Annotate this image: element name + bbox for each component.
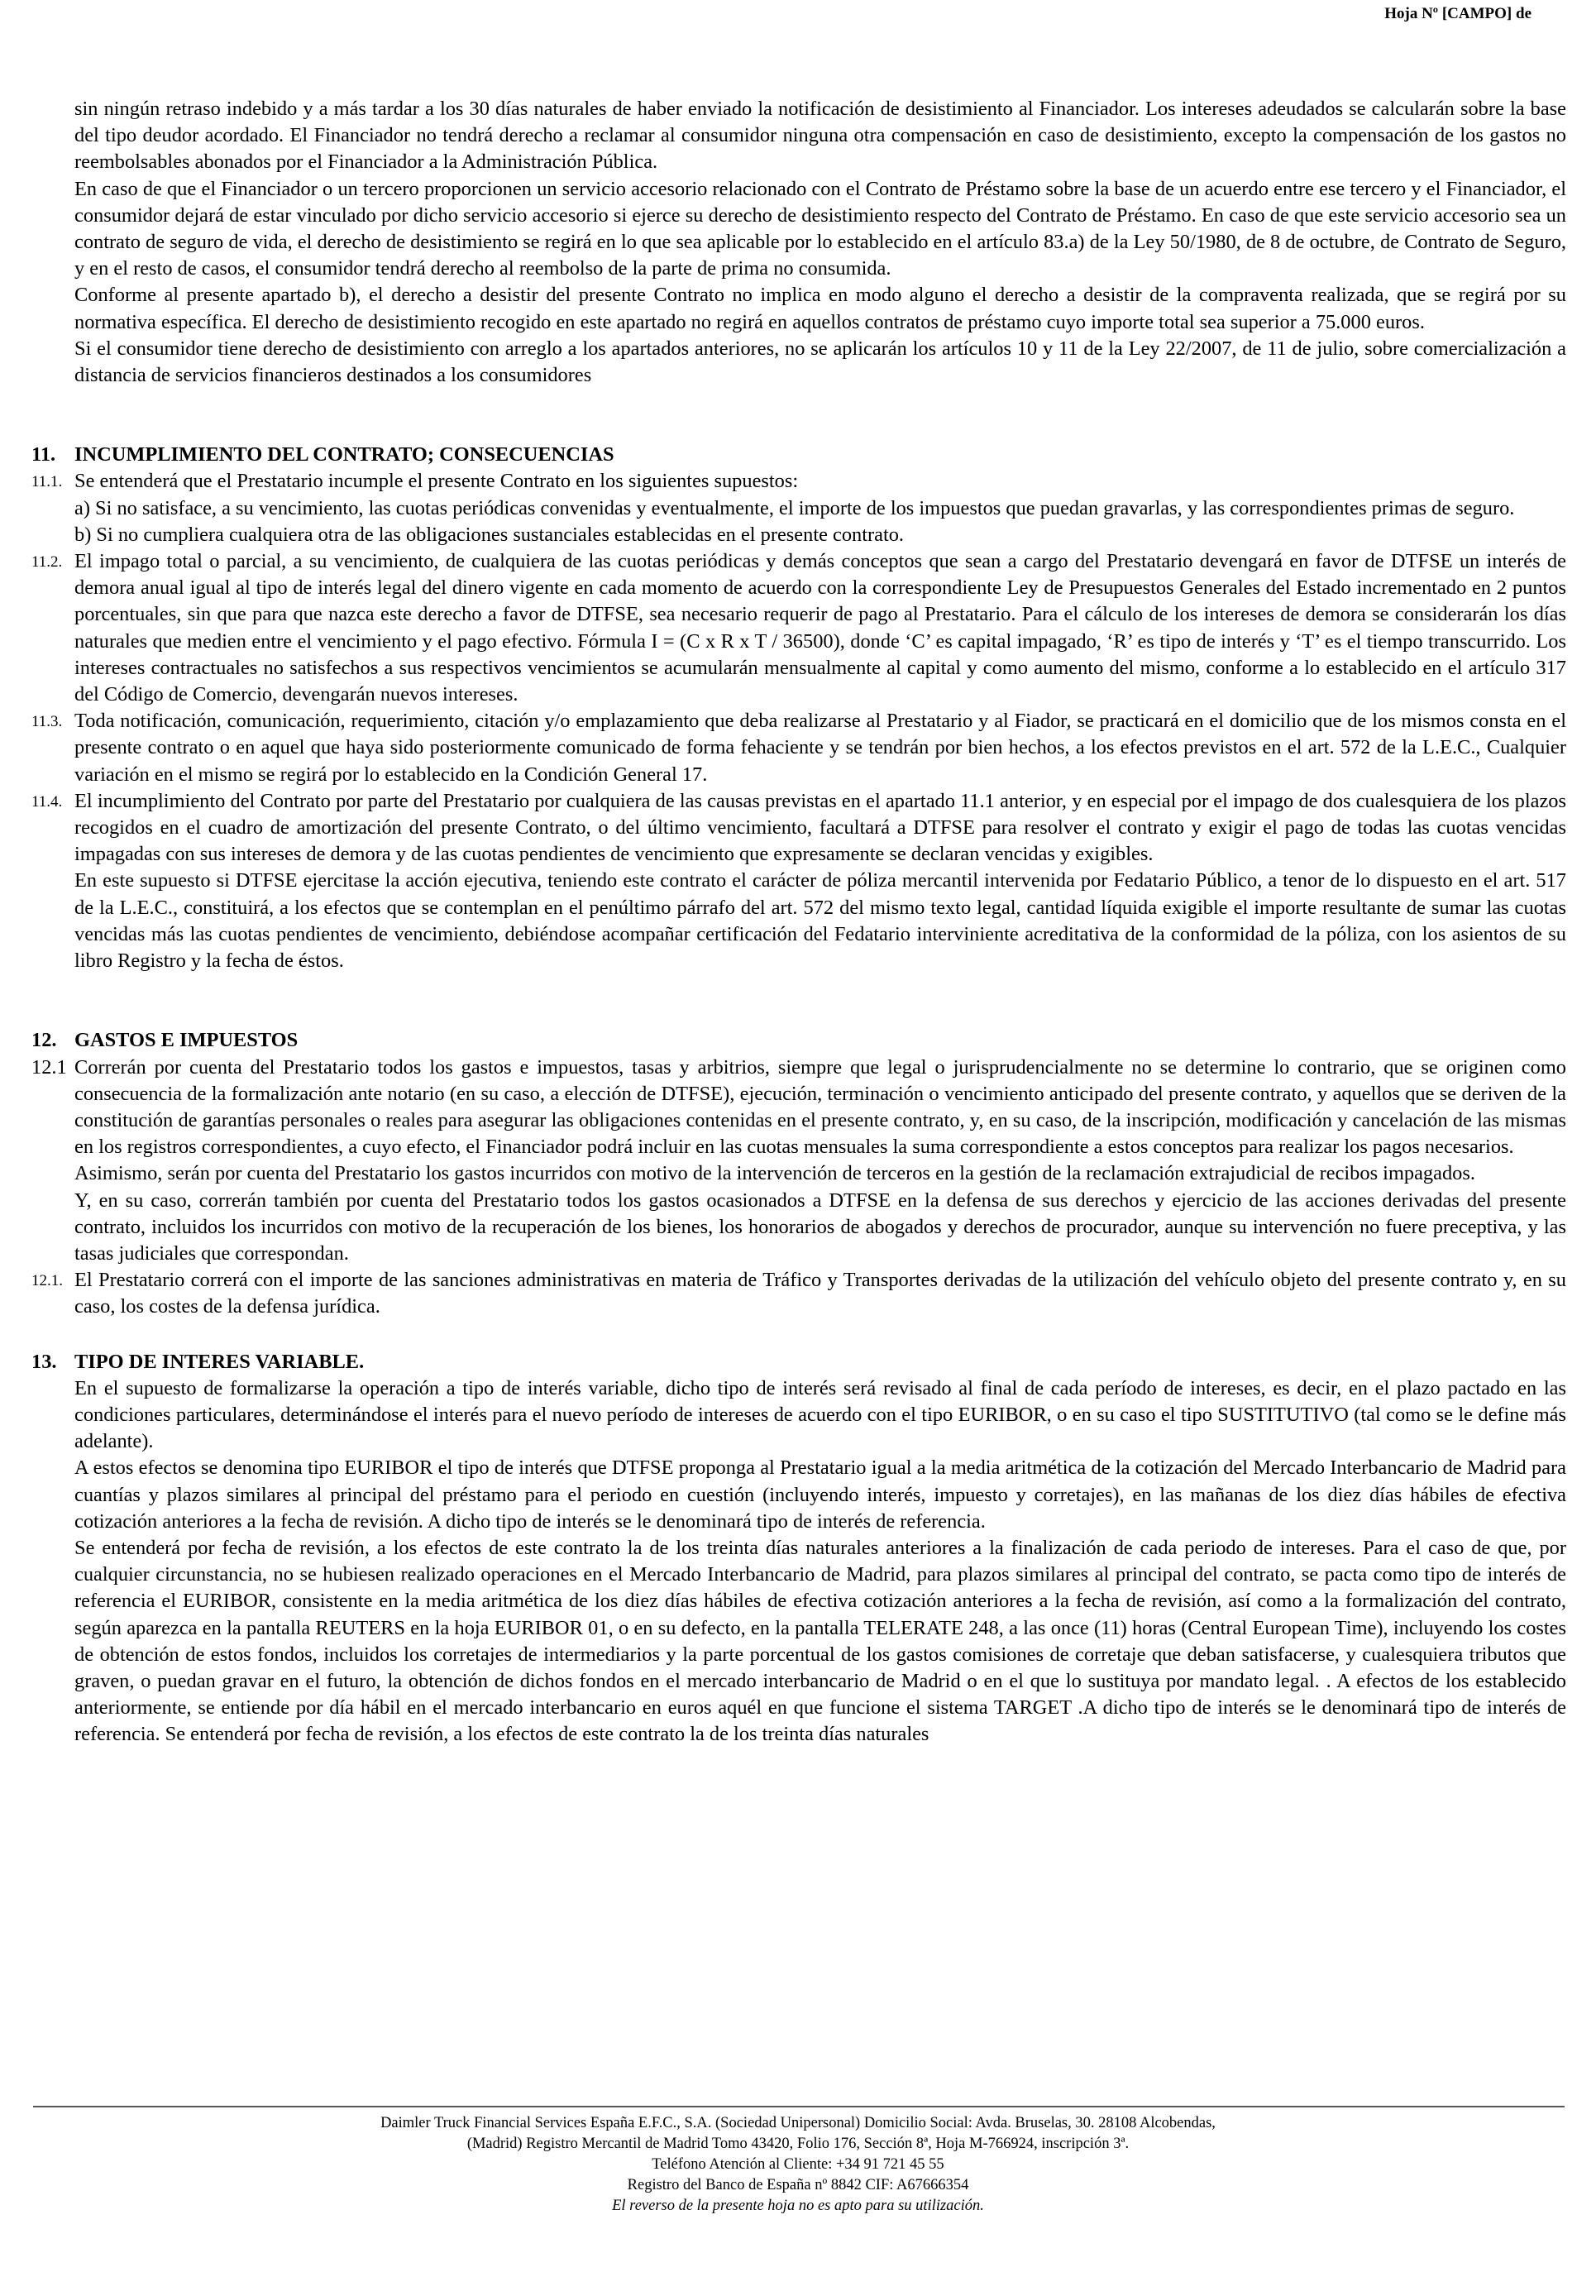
section-number: 12. [31,1029,57,1052]
clause-number: 11.4. [31,792,63,811]
clause-12-1b [31,1267,1566,1320]
clause-text: El impago total o parcial, a su vencimiento, de cualquiera de las cuotas periódicas y demás conceptos que sean a cargo del Prestatario devengará en favor de DTFSE un interés de demora anual igual al tipo de interés legal del dinero vigente en cada momento de acuerdo con la correspondiente Ley de Presupuestos Generales del Estado incrementado en 2 puntos porcentuales, sin que para que nazca este derecho a favor de DTFSE, sea necesario requerir de pago al Prestatario. Para el cálculo de los intereses de demora se considerarán los días naturales que medien entre el vencimiento y el pago efectivo. Fórmula I = (C x R x T / 36500), donde ‘C’ es capital impagado, ‘R’ es tipo de interés y ‘T’ es el tiempo transcurrido. Los intereses contractuales no satisfechos a sus respectivos vencimientos se acumularán mensualmente al capital y como aumento del mismo, conforme a lo establecido en el artículo 317 del Código de Comercio, devengarán nuevos intereses. [74,550,1566,706]
clause-12-1-continued: Y, en su caso, correrán también por cuenta del Prestatario todos los gastos ocasionados a DTFSE en la defensa de sus derechos y ejercicio de las acciones derivadas del presente contrato, incluidos los incurridos con motivo de la recuperación de los bienes, los honorarios de abogados y derechos de procurador, aunque su intervención no fuere preceptiva, y las tasas judiciales que correspondan. [74,1189,1566,1265]
clause-11-3 [31,708,1566,788]
clause-number: 12.1. [31,1272,63,1290]
clause-11-1-b: b) Si no cumpliera cualquiera otra de las obligaciones sustanciales establecidas en el presente contrato. [74,523,905,546]
intro-paragraph: Si el consumidor tiene derecho de desistimiento con arreglo a los apartados anteriores, no se aplicarán los artículos 10 y 11 de la Ley 22/2007, de 11 de julio, sobre comercialización a distancia de servicios financieros destinados a los consumidores [74,337,1566,387]
clause-text: El incumplimiento del Contrato por parte del Prestatario por cualquiera de las causas previstas en el apartado 11.1 anterior, y en especial por el impago de dos cualesquiera de los plazos recogidos en el cuadro de amortización del presente Contrato, o del último vencimiento, facultará a DTFSE para resolver el contrato y exigir el pago de todas las cuotas vencidas impagadas con sus intereses de demora y de las cuotas pendientes de vencimiento que expresamente se declaran vencidas y exigibles. [74,789,1566,866]
clause-number: 11.1. [31,473,63,491]
section-title: GASTOS E IMPUESTOS [74,1029,299,1052]
section-13-heading [31,1349,1566,1375]
sheet-number-header: Hoja Nº [CAMPO] de [1384,5,1531,22]
footer-phone-line: Teléfono Atención al Cliente: +34 91 721 45 55 [652,2156,944,2173]
intro-paragraph: En caso de que el Financiador o un tercero proporcionen un servicio accesorio relacionado con el Contrato de Préstamo sobre la base de un acuerdo entre ese tercero y el Financiador, el consumidor dejará de estar vinculado por dicho servicio accesorio si ejerce su derecho de desistimiento respecto del Contrato de Préstamo. En caso de que este servicio accesorio sea un contrato de seguro de vida, el derecho de desistimiento se regirá en lo que sea aplicable por lo establecido en el artículo 83.a) de la Ley 50/1980, de 8 de octubre, de Contrato de Seguro, y en el resto de casos, el consumidor tendrá derecho al reembolso de la parte de prima no consumida. [74,177,1566,280]
clause-number: 11.2. [31,553,63,572]
section-11-heading [31,442,1566,468]
clause-11-4 [31,788,1566,868]
clause-text: El Prestatario correrá con el importe de las sanciones administrativas en materia de Tráfico y Transportes derivadas de la utilización del vehículo objeto del presente contrato y, en su caso, los costes de la defensa jurídica. [74,1269,1566,1318]
clause-number: 12.1 [31,1055,67,1079]
clause-number: 11.3. [31,713,63,731]
clause-11-4-continued: En este supuesto si DTFSE ejercitase la acción ejecutiva, teniendo este contrato el carácter de póliza mercantil intervenida por Fedatario Público, a tenor de lo dispuesto en el art. 517 de la L.E.C., constituirá, a los efectos que se contemplan en el penúltimo párrafo del art. 572 del mismo texto legal, cantidad líquida exigible el importe resultante de sumar las cuotas vencidas más las cuotas pendientes de vencimiento, debiéndose acompañar certificación del Fedatario interviniente acreditativa de la conformidad de la póliza, con los asientos de su libro Registro y la fecha de éstos. [74,869,1566,973]
clause-text: Correrán por cuenta del Prestatario todos los gastos e impuestos, tasas y arbitrios, siempre que legal o jurisprudencialmente no se determine lo contrario, que se originen como consecuencia de la formalización ante notario (en su caso, a elección de DTFSE), ejecución, terminación o vencimiento anticipado del presente contrato, y aquellos que se deriven de la constitución de garantías personales o reales para asegurar las obligaciones contenidas en el presente contrato, y, en su caso, de la inscripción, modificación y cancelación de las mismas en los registros correspondientes, a cuyo efecto, el Financiador podrá incluir en las cuotas mensuales la suma correspondiente a estos conceptos para realizar los pagos necesarios. [74,1055,1566,1159]
contract-body [31,96,1566,1748]
footer-registry-line: (Madrid) Registro Mercantil de Madrid Tomo 43420, Folio 176, Sección 8ª, Hoja M-766924, inscripción 3ª. [466,2136,1130,2152]
intro-paragraph: sin ningún retraso indebido y a más tardar a los 30 días naturales de haber enviado la notificación de desistimiento al Financiador. Los intereses adeudados se calcularán sobre la base del tipo deudor acordado. El Financiador no tendrá derecho a reclamar al consumidor ninguna otra compensación en caso de desistimiento, excepto la compensación de los gastos no reembolsables abonados por el Financiador a la Administración Pública. [74,98,1566,174]
section-title: TIPO DE INTERES VARIABLE. [74,1350,365,1373]
clause-text: Se entenderá que el Prestatario incumple el presente Contrato en los siguientes supuestos: [74,470,799,493]
section-number: 11. [31,443,56,466]
section-13-paragraph: A estos efectos se denomina tipo EURIBOR el tipo de interés que DTFSE proponga al Prestatario igual a la media aritmética de la cotización del Mercado Interbancario de Madrid para cuantías y plazos similares al principal del préstamo para el periodo en cuestión (incluyendo interés, impuesto y corretajes), en las mañanas de los diez días hábiles de efectiva cotización anteriores a la fecha de revisión. A dicho tipo de interés se le denominará tipo de interés de referencia. [74,1457,1566,1533]
clause-12-1-continued: Asimismo, serán por cuenta del Prestatario los gastos incurridos con motivo de la intervención de terceros en la gestión de la reclamación extrajudicial de recibos impagados. [74,1162,1475,1185]
section-title: INCUMPLIMIENTO DEL CONTRATO; CONSECUENCIAS [74,443,614,466]
footer-bank-registry-line: Registro del Banco de España nº 8842 CIF: A67666354 [627,2177,969,2193]
company-footer [0,2113,1596,2217]
clause-text: Toda notificación, comunicación, requerimiento, citación y/o emplazamiento que deba realizarse al Prestatario y al Fiador, se practicará en el domicilio que de los mismos consta en el presente contrato o en aquel que haya sido posteriormente comunicado de forma fehaciente y se tendrán por bien hechos, a los efectos previstos en el art. 572 de la L.E.C., Cualquier variación en el mismo se regirá por lo establecido en la Condición General 17. [74,710,1566,786]
clause-11-2 [31,548,1566,708]
section-number: 13. [31,1350,57,1373]
section-13-paragraph: Se entenderá por fecha de revisión, a los efectos de este contrato la de los treinta días naturales anteriores a la finalización de cada periodo de intereses. Para el caso de que, por cualquier circunstancia, no se hubiesen realizado operaciones en el Mercado Interbancario de Madrid, para plazos similares al principal del contrato, se pacta como tipo de interés de referencia el EURIBOR, consistente en la media aritmética de los diez días hábiles de efectiva cotización anteriores a la fecha de revisión, así como a la formalización del contrato, según aparezca en la pantalla REUTERS en la hoja EURIBOR 01, o en su defecto, en la pantalla TELERATE 248, a las once (11) horas (Central European Time), incluyendo los costes de obtención de estos fondos, incluidos los corretajes de intermediarios y la parte porcentual de los gastos comisiones de corretaje que deban satisfacerse, y cualesquiera tributos que graven, o puedan gravar en el futuro, la obtención de dichos fondos en el mercado interbancario de Madrid o en el que lo sustituya por mandato legal. . A efectos de los establecido anteriormente, se entiende por día hábil en el mercado interbancario en euros aquél en que funcione el sistema TARGET .A dicho tipo de interés se le denominará tipo de interés de referencia. Se entenderá por fecha de revisión, a los efectos de este contrato la de los treinta días naturales [74,1536,1566,1746]
section-12-heading [31,1027,1566,1054]
section-13-paragraph: En el supuesto de formalizarse la operación a tipo de interés variable, dicho tipo de interés será revisado al final de cada período de intereses, es decir, en el plazo pactado en las condiciones particulares, determinándose el interés para el nuevo período de intereses de acuerdo con el tipo EURIBOR, o en su caso el tipo SUSTITUTIVO (tal como se le define más adelante). [74,1376,1566,1453]
clause-12-1 [31,1055,1566,1161]
footer-company-line: Daimler Truck Financial Services España E.F.C., S.A. (Sociedad Unipersonal) Domicilio Social: Avda. Bruselas, 30. 28108 Alcobendas, [380,2115,1216,2131]
footer-reverse-notice: El reverso de la presente hoja no es apto para su utilización. [612,2198,984,2214]
clause-11-1 [31,468,1566,495]
intro-paragraph: Conforme al presente apartado b), el derecho a desistir del presente Contrato no implica en modo alguno el derecho a desistir de la compraventa realizada, que se regirá por su normativa específica. El derecho de desistimiento recogido en este apartado no regirá en aquellos contratos de préstamo cuyo importe total sea superior a 75.000 euros. [74,284,1566,333]
footer-divider [33,2106,1565,2107]
clause-11-1-a: a) Si no satisface, a su vencimiento, las cuotas periódicas convenidas y eventualmente, el importe de los impuestos que puedan gravarlas, y las correspondientes primas de seguro. [74,496,1515,519]
